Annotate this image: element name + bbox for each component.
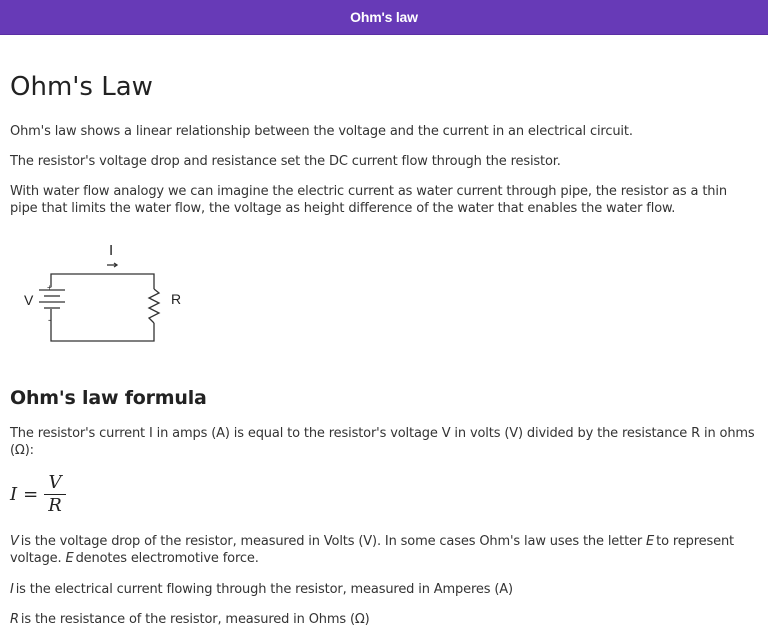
intro-paragraph-1: Ohm's law shows a linear relationship between the voltage and the current in an electrical circuit. bbox=[10, 124, 633, 139]
plus-sign: + bbox=[47, 283, 52, 292]
var-e: E bbox=[646, 534, 655, 549]
definition-resistance-text: is the resistance of the resistor, measured in Ohms (Ω) bbox=[20, 612, 370, 627]
definition-current bbox=[10, 581, 758, 598]
formula-numerator: V bbox=[48, 471, 62, 493]
var-r: R bbox=[10, 612, 19, 627]
definition-voltage-text-3: denotes electromotive force. bbox=[75, 551, 259, 566]
var-i: I bbox=[10, 582, 14, 597]
formula-equals: = bbox=[23, 483, 39, 505]
var-e-2: E bbox=[65, 551, 74, 566]
definition-voltage-text-2: to represent voltage. bbox=[10, 534, 734, 566]
ohms-law-formula bbox=[10, 469, 758, 519]
voltage-label: V bbox=[24, 292, 34, 308]
intro-paragraph-2: The resistor's voltage drop and resistance set the DC current flow through the resistor. bbox=[10, 154, 561, 169]
formula-description: The resistor's current I in amps (A) is equal to the resistor's voltage V in volts (V) divided by the resistance R in ohms (Ω): bbox=[10, 426, 755, 458]
formula-lhs: I bbox=[10, 483, 18, 505]
intro-paragraph-3: With water flow analogy we can imagine the electric current as water current through pipe, the resistor as a thin pipe that limits the water flow, the voltage as height difference of the water that enables the water flow. bbox=[10, 184, 727, 216]
definition-voltage bbox=[10, 533, 758, 567]
top-app-bar bbox=[0, 0, 768, 35]
page-title: Ohm's Law bbox=[10, 72, 153, 102]
formula-fraction bbox=[44, 472, 66, 517]
minus-sign: - bbox=[48, 315, 51, 325]
definition-voltage-text: is the voltage drop of the resistor, measured in Volts (V). In some cases Ohm's law uses the letter bbox=[20, 534, 647, 549]
article-content bbox=[0, 71, 768, 628]
definition-current-text: is the electrical current flowing through the resistor, measured in Amperes (A) bbox=[15, 582, 513, 597]
current-label: I bbox=[109, 242, 114, 259]
var-v: V bbox=[10, 534, 19, 549]
app-bar-title: Ohm's law bbox=[350, 9, 418, 25]
resistor-label: R bbox=[171, 291, 182, 307]
circuit-diagram bbox=[14, 235, 214, 350]
formula-denominator: R bbox=[44, 494, 66, 517]
section-heading-formula: Ohm's law formula bbox=[10, 387, 207, 409]
